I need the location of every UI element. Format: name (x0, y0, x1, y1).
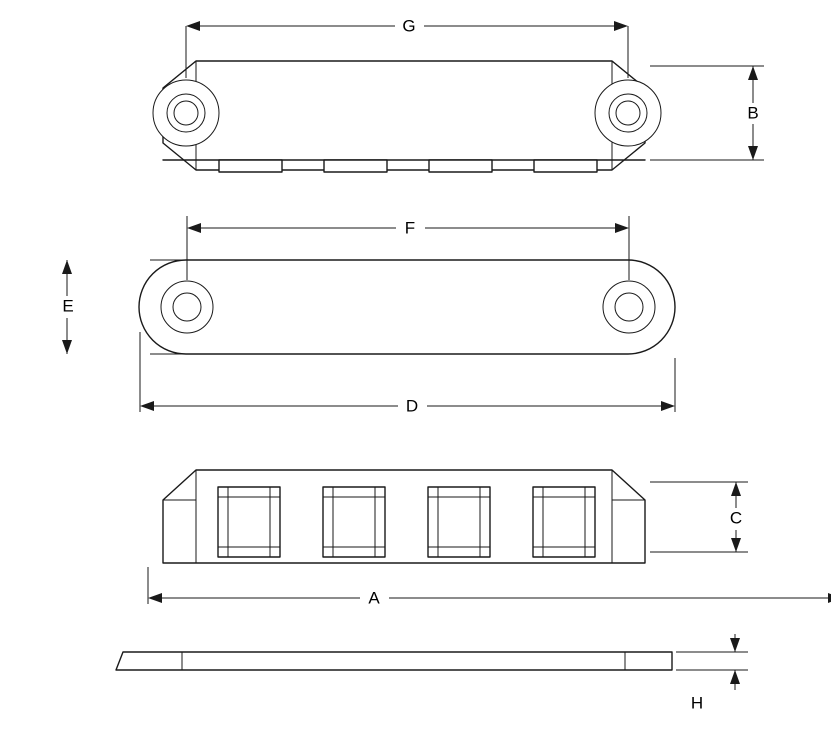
front-view (153, 16, 764, 172)
dimension-label-C: C (729, 508, 743, 528)
dimension-A (148, 567, 831, 607)
dimension-label-G: G (402, 16, 416, 36)
dimension-B (650, 66, 764, 160)
port-4 (533, 487, 595, 557)
dimension-label-F: F (404, 218, 416, 238)
dimension-label-D: D (405, 396, 419, 416)
port-1 (218, 487, 280, 557)
gasket-view (116, 634, 748, 712)
dimension-H (676, 634, 748, 712)
top-view (62, 216, 675, 415)
dimension-label-B: B (747, 103, 759, 123)
dimension-C (650, 482, 748, 552)
dimension-label-E: E (62, 296, 74, 316)
side-view (148, 470, 831, 607)
dimension-label-H: H (690, 693, 704, 713)
dimension-label-A: A (368, 588, 380, 608)
port-3 (428, 487, 490, 557)
port-2 (323, 487, 385, 557)
